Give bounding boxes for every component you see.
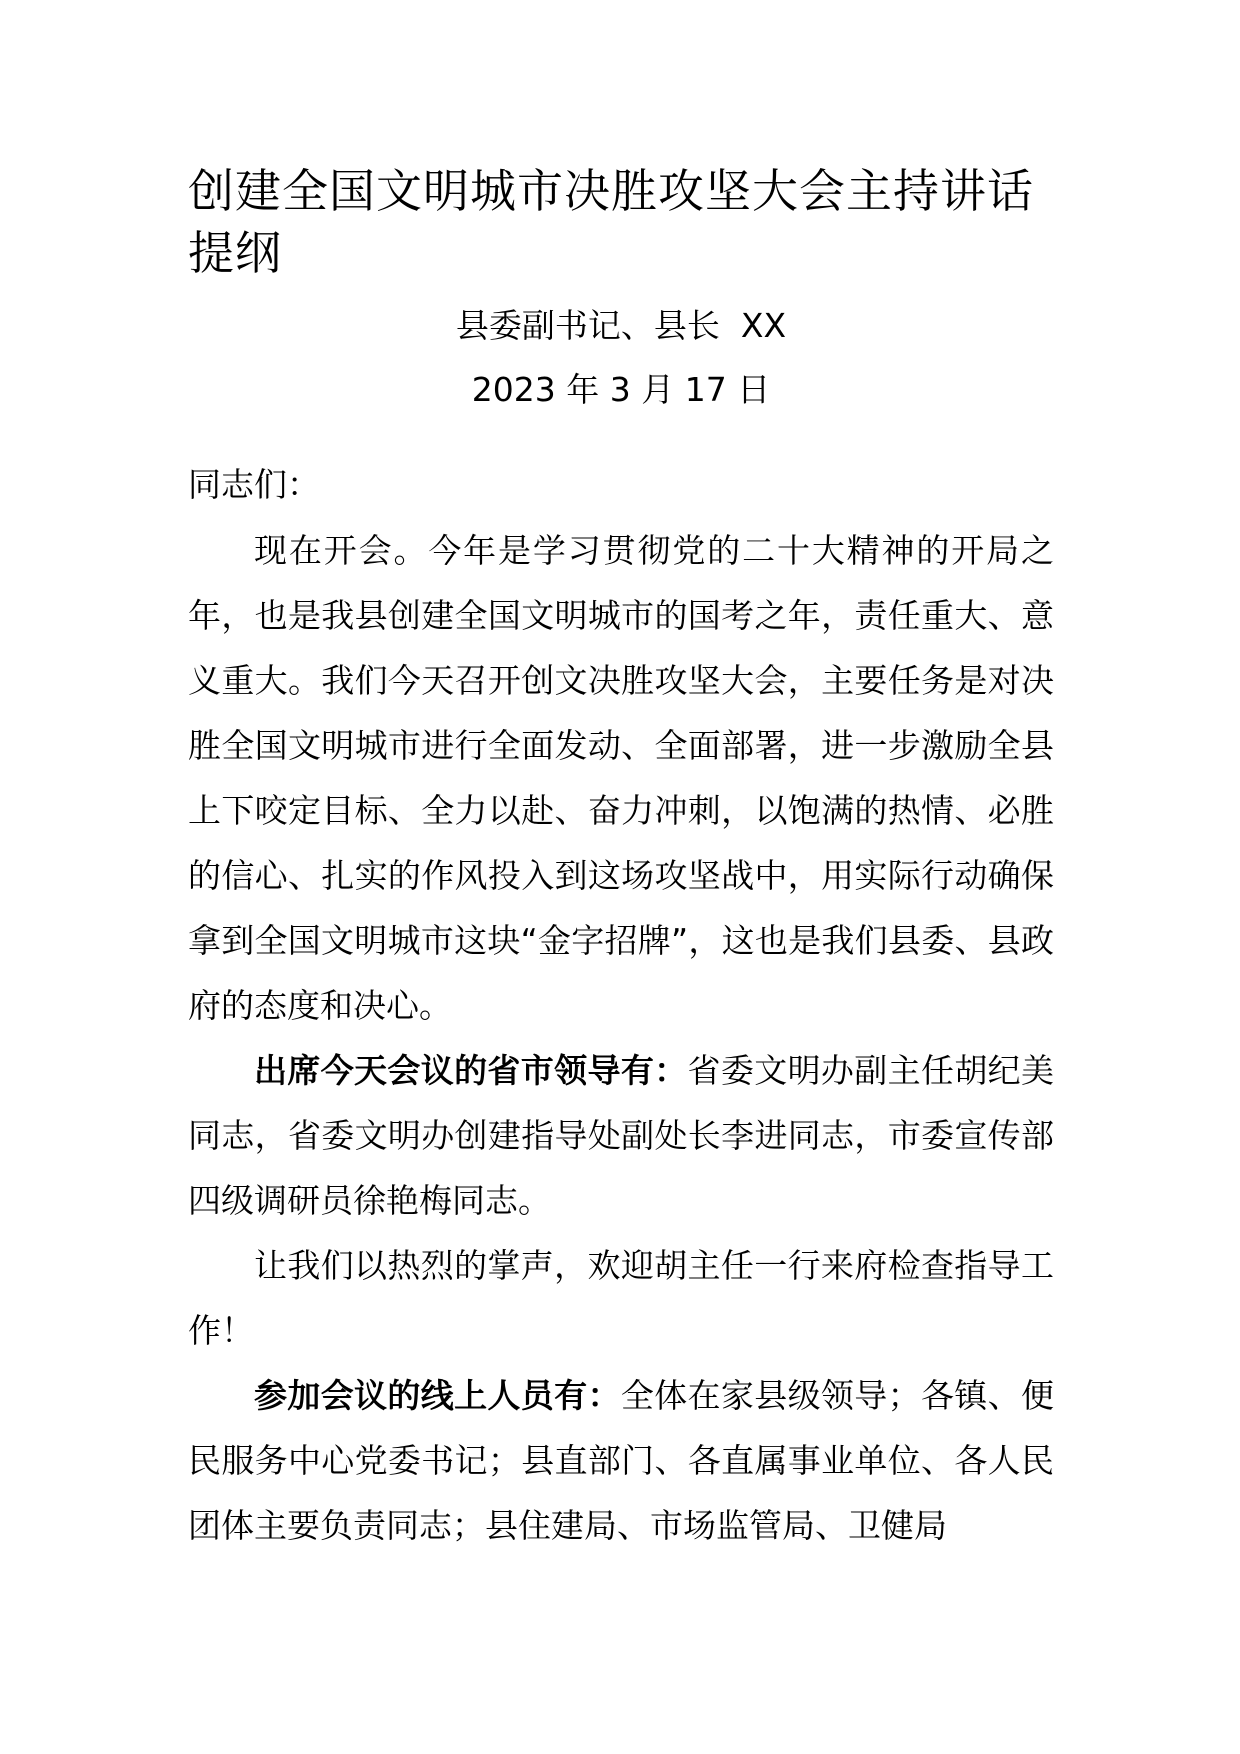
speaker-line: 县委副书记、县长 XX — [455, 306, 787, 345]
paragraph-welcome — [188, 1233, 1054, 1363]
paragraph-text: 让我们以热烈的掌声，欢迎胡主任一行来府检查指导工作！ — [188, 1246, 1054, 1350]
paragraph-online-attendees — [188, 1363, 1054, 1558]
paragraph-lead: 参加会议的线上人员有： — [254, 1376, 621, 1415]
paragraph-opening — [188, 518, 1054, 1038]
paragraph-attending-leaders — [188, 1038, 1054, 1233]
document-body — [188, 160, 1054, 1558]
paragraph-lead: 出席今天会议的省市领导有： — [254, 1051, 688, 1090]
paragraph-text: 现在开会。今年是学习贯彻党的二十大精神的开局之年，也是我县创建全国文明城市的国考之年，责任重大、意义重大。我们今天召开创文决胜攻坚大会，主要任务是对决胜全国文明城市进行全面发动、全面部署，进一步激励全县上下咬定目标、全力以赴、奋力冲刺，以饱满的热情、必胜的信心、扎实的作风投入到这场攻坚战中，用实际行动确保拿到全国文明城市这块“金字招牌”，这也是我们县委、县政府的态度和决心。 — [188, 531, 1054, 1025]
salutation: 同志们： — [188, 465, 320, 504]
document-title: 创建全国文明城市决胜攻坚大会主持讲话提纲 — [188, 164, 1034, 280]
date-line: 2023 年 3 月 17 日 — [471, 370, 771, 409]
paragraph-text: 省委文明办副主任胡纪美同志，省委文明办创建指导处副处长李进同志，市委宣传部四级调研员徐艳梅同志。 — [188, 1051, 1055, 1220]
paragraph-text: 全体在家县级领导；各镇、便民服务中心党委书记；县直部门、各直属事业单位、各人民团体主要负责同志；县住建局、市场监管局、卫健局 — [188, 1376, 1055, 1545]
